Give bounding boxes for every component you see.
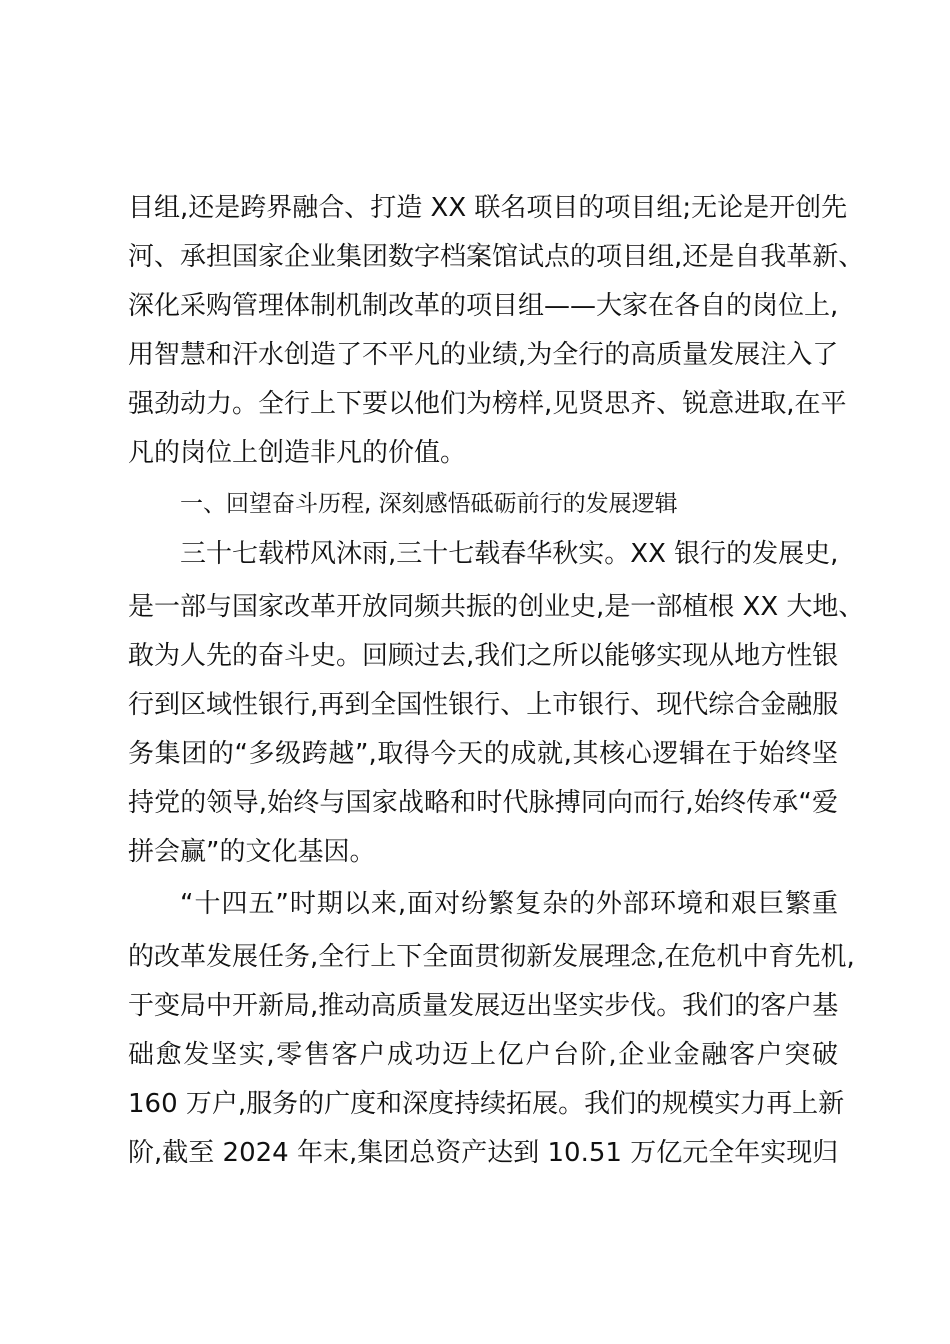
paragraph-1-line-3: 深化采购管理体制机制改革的项目组——大家在各自的岗位上, bbox=[128, 291, 839, 321]
paragraph-2-line-2: 是一部与国家改革开放同频共振的创业史,是一部植根 XX 大地、 bbox=[128, 592, 865, 622]
paragraph-2-line-1: 三十七载栉风沐雨,三十七载春华秋实。XX 银行的发展史, bbox=[180, 539, 839, 569]
paragraph-3-line-6: 阶,截至 2024 年末,集团总资产达到 10.51 万亿元全年实现归 bbox=[128, 1138, 839, 1168]
paragraph-1-line-2: 河、承担国家企业集团数字档案馆试点的项目组,还是自我革新、 bbox=[128, 242, 865, 272]
paragraph-1-line-6: 凡的岗位上创造非凡的价值。 bbox=[128, 438, 467, 468]
paragraph-2-line-3: 敢为人先的奋斗史。回顾过去,我们之所以能够实现从地方性银 bbox=[128, 641, 839, 671]
paragraph-2-line-7: 拼会赢”的文化基因。 bbox=[128, 837, 376, 867]
paragraph-3-line-3: 于变局中开新局,推动高质量发展迈出坚实步伐。我们的客户基 bbox=[128, 991, 839, 1021]
paragraph-1-line-5: 强劲动力。全行上下要以他们为榜样,见贤思齐、锐意进取,在平 bbox=[128, 389, 847, 419]
paragraph-2-line-6: 持党的领导,始终与国家战略和时代脉搏同向而行,始终传承“爱 bbox=[128, 788, 838, 818]
paragraph-2-line-5: 务集团的“多级跨越”,取得今天的成就,其核心逻辑在于始终坚 bbox=[128, 739, 838, 769]
paragraph-2-line-4: 行到区域性银行,再到全国性银行、上市银行、现代综合金融服 bbox=[128, 690, 839, 720]
paragraph-3-line-5: 160 万户,服务的广度和深度持续拓展。我们的规模实力再上新 bbox=[128, 1089, 845, 1119]
paragraph-1-line-4: 用智慧和汗水创造了不平凡的业绩,为全行的高质量发展注入了 bbox=[128, 340, 839, 370]
paragraph-3-line-1: “十四五”时期以来,面对纷繁复杂的外部环境和艰巨繁重 bbox=[180, 889, 838, 919]
paragraph-3-line-2: 的改革发展任务,全行上下全面贯彻新发展理念,在危机中育先机, bbox=[128, 942, 855, 972]
paragraph-3-line-4: 础愈发坚实,零售客户成功迈上亿户台阶,企业金融客户突破 bbox=[128, 1040, 838, 1070]
section-heading: 一、回望奋斗历程, 深刻感悟砥砺前行的发展逻辑 bbox=[180, 491, 678, 517]
paragraph-1-line-1: 目组,还是跨界融合、打造 XX 联名项目的项目组;无论是开创先 bbox=[128, 193, 848, 223]
